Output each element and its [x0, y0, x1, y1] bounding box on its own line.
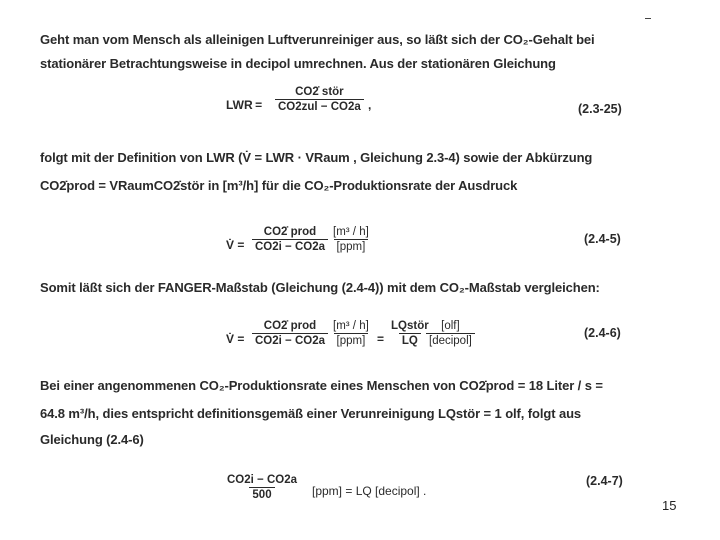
- fraction-numerator: CO2i − CO2a: [227, 474, 297, 486]
- equation-number: (2.4-5): [584, 232, 621, 246]
- page-number: 15: [662, 498, 677, 513]
- corner-mark: [645, 18, 651, 19]
- equation-fraction: [224, 474, 300, 501]
- unit-denominator: [ppm]: [334, 333, 369, 347]
- unit-denominator: [decipol]: [426, 333, 475, 347]
- paragraph-line: 64.8 m³/h, dies entspricht definitionsgemäß einer Verunreinigung LQstör = 1 olf, folgt aus: [40, 406, 582, 421]
- equals-sign: =: [377, 332, 385, 346]
- fraction-numerator: LQstör: [391, 320, 429, 332]
- unit-fraction: [330, 320, 372, 347]
- equation-lhs: V̇ =: [226, 332, 245, 346]
- unit-fraction: [426, 320, 475, 347]
- equation-rest: [ppm] = LQ [decipol] .: [312, 484, 427, 498]
- paragraph-line: Somit läßt sich der FANGER-Maßstab (Gleichung (2.4-4)) mit dem CO₂-Maßstab vergleichen:: [40, 280, 600, 295]
- paragraph-line: stationärer Betrachtungsweise in decipol umrechnen. Aus der stationären Gleichung: [40, 56, 556, 71]
- equation-fraction: [275, 86, 364, 113]
- equation-lhs: LWR =: [226, 98, 265, 112]
- fraction-numerator: CO2̇ prod: [263, 226, 317, 238]
- equation-fraction: [252, 226, 328, 253]
- fraction-numerator: CO2̇ stör: [295, 86, 344, 98]
- scanned-page: [30, 18, 645, 518]
- paragraph-line: folgt mit der Definition von LWR (V̇ = LWR · VRaum , Gleichung 2.3-4) sowie der Abkürzung: [40, 150, 593, 165]
- fraction-denominator: LQ: [399, 333, 421, 347]
- unit-numerator: [olf]: [441, 320, 460, 332]
- paragraph-line: CO2̇prod = VRaumCO2̇stör in [m³/h] für die CO₂-Produktionsrate der Ausdruck: [40, 178, 518, 193]
- unit-denominator: [ppm]: [334, 239, 369, 253]
- paragraph-line: Bei einer angenommenen CO₂-Produktionsrate eines Menschen von CO2̇prod = 18 Liter / s =: [40, 378, 603, 393]
- unit-fraction: [330, 226, 372, 253]
- equation-lhs: V̇ =: [226, 238, 245, 252]
- fraction-denominator: CO2i − CO2a: [252, 239, 328, 253]
- equation-tail: ,: [368, 98, 372, 112]
- unit-numerator: [m³ / h]: [333, 226, 369, 238]
- fraction-denominator: 500: [249, 487, 274, 501]
- equation-fraction: [252, 320, 328, 347]
- paragraph-line: Geht man vom Mensch als alleinigen Luftverunreiniger aus, so läßt sich der CO₂-Gehalt bei: [40, 32, 595, 47]
- fraction-numerator: CO2̇ prod: [263, 320, 317, 332]
- equation-number: (2.4-7): [586, 474, 623, 488]
- unit-numerator: [m³ / h]: [333, 320, 369, 332]
- paragraph-line: Gleichung (2.4-6): [40, 432, 144, 447]
- equation-number: (2.3-25): [578, 102, 622, 116]
- fraction-denominator: CO2zul − CO2a: [275, 99, 364, 113]
- fraction-denominator: CO2i − CO2a: [252, 333, 328, 347]
- equation-number: (2.4-6): [584, 326, 621, 340]
